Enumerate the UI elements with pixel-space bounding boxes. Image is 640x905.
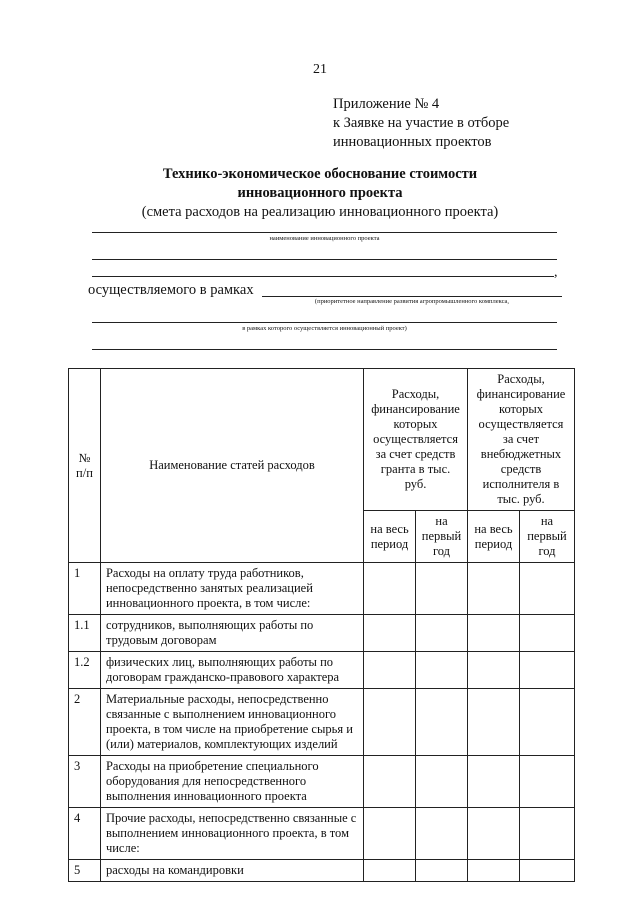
cell	[519, 615, 574, 652]
direction-caption-2: в рамках которого осуществляется инновационный проект)	[242, 325, 407, 332]
cell	[468, 689, 520, 756]
direction-line	[262, 296, 562, 297]
cell	[364, 563, 416, 615]
row-name: Материальные расходы, непосредственно связанные с выполнением инновационного проекта, в том числе на приобретение сырья и (или) материалов, комплектующих изделий	[100, 689, 363, 756]
row-name: сотрудников, выполняющих работы по трудовым договорам	[100, 615, 363, 652]
cell	[519, 563, 574, 615]
blank-line-2	[92, 276, 554, 277]
row-num: 1	[69, 563, 101, 615]
cell	[416, 615, 468, 652]
blank-line-1	[92, 259, 557, 260]
table-row	[69, 689, 575, 756]
cell	[416, 860, 468, 882]
comma: ,	[554, 265, 558, 280]
subheader-grant-whole: на весь период	[364, 511, 416, 563]
row-num: 5	[69, 860, 101, 882]
table-row	[69, 860, 575, 882]
cell	[416, 563, 468, 615]
appendix-line-2: к Заявке на участие в отборе	[333, 115, 510, 131]
cell	[468, 756, 520, 808]
cell	[416, 756, 468, 808]
appendix-line-3: инновационных проектов	[333, 134, 492, 150]
cell	[416, 808, 468, 860]
cell	[468, 563, 520, 615]
cell	[364, 652, 416, 689]
appendix-line-1: Приложение № 4	[333, 96, 440, 112]
subheader-extra-first: на первый год	[519, 511, 574, 563]
appendix-block	[333, 95, 509, 152]
blank-line-3	[92, 322, 557, 323]
within-label: осуществляемого в рамках	[88, 282, 254, 298]
cell	[468, 615, 520, 652]
table-row	[69, 808, 575, 860]
header-name: Наименование статей расходов	[100, 369, 363, 563]
blank-line-4	[92, 349, 557, 350]
title-line-2: инновационного проекта	[237, 185, 403, 201]
cell	[364, 615, 416, 652]
cell	[519, 652, 574, 689]
page-number: 21	[313, 62, 327, 77]
row-name: расходы на командировки	[100, 860, 363, 882]
cell	[519, 756, 574, 808]
table-row	[69, 756, 575, 808]
header-extra: Расходы, финансирование которых осуществляется за счет внебюджетных средств исполнителя в тыс. руб.	[468, 369, 575, 511]
row-num: 1.1	[69, 615, 101, 652]
project-name-line	[92, 232, 557, 233]
row-name: Прочие расходы, непосредственно связанные с выполнением инновационного проекта, в том числе:	[100, 808, 363, 860]
subheader-extra-whole: на весь период	[468, 511, 520, 563]
row-num: 2	[69, 689, 101, 756]
row-name: физических лиц, выполняющих работы по договорам гражданско-правового характера	[100, 652, 363, 689]
document-title	[0, 165, 640, 222]
cell	[468, 860, 520, 882]
cell	[364, 860, 416, 882]
header-grant: Расходы, финансирование которых осуществляется за счет средств гранта в тыс. руб.	[364, 369, 468, 511]
cell	[519, 860, 574, 882]
direction-caption: (приоритетное направление развития агропромышленного комплекса,	[314, 298, 510, 305]
row-num: 3	[69, 756, 101, 808]
row-num: 1.2	[69, 652, 101, 689]
title-line-1: Технико-экономическое обоснование стоимости	[162, 166, 478, 182]
cell	[468, 652, 520, 689]
cell	[364, 808, 416, 860]
table-row	[69, 615, 575, 652]
title-line-3: (смета расходов на реализацию инновационного проекта)	[141, 204, 499, 220]
cell	[364, 689, 416, 756]
table-row	[69, 652, 575, 689]
header-num: № п/п	[69, 369, 101, 563]
cell	[519, 689, 574, 756]
cell	[519, 808, 574, 860]
row-num: 4	[69, 808, 101, 860]
table-row	[69, 563, 575, 615]
expenses-table	[68, 368, 575, 882]
row-name: Расходы на приобретение специального оборудования для непосредственного выполнения инновационного проекта	[100, 756, 363, 808]
subheader-grant-first: на первый год	[416, 511, 468, 563]
row-name: Расходы на оплату труда работников, непосредственно занятых реализацией инновационного проекта, в том числе:	[100, 563, 363, 615]
project-name-caption: наименование инновационного проекта	[269, 235, 380, 242]
cell	[416, 689, 468, 756]
cell	[416, 652, 468, 689]
cell	[364, 756, 416, 808]
cell	[468, 808, 520, 860]
